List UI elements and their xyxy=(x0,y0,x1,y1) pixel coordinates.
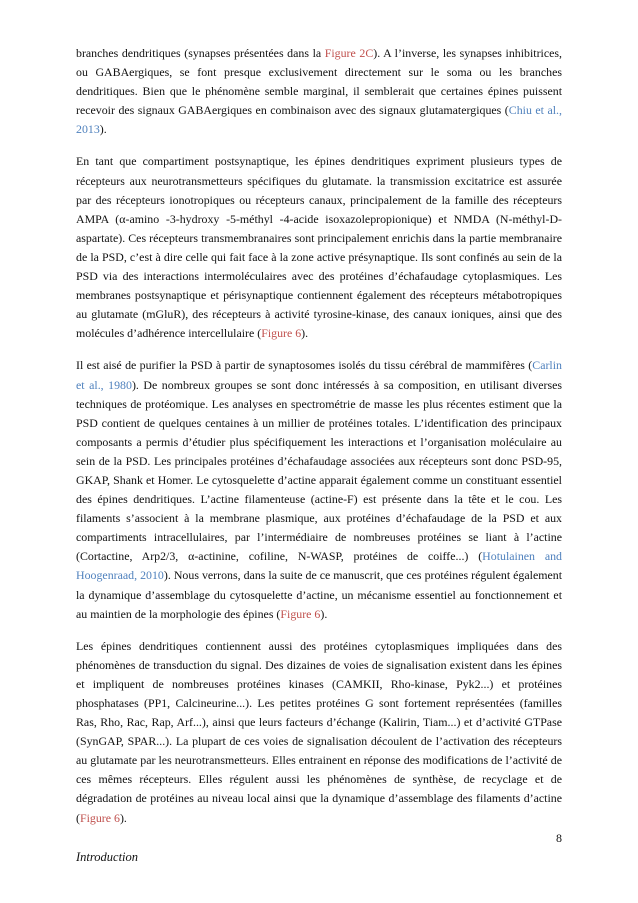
body-text xyxy=(76,44,562,841)
footer-section-title: Introduction xyxy=(76,850,139,864)
figure-reference-link[interactable]: Figure 6 xyxy=(280,606,321,621)
text-run: ). xyxy=(301,326,309,341)
page-number: 8 xyxy=(556,831,562,845)
figure-reference-link[interactable]: Figure 2C xyxy=(324,46,374,60)
citation-link[interactable]: Chiu et al., 2013 xyxy=(76,103,562,137)
text-run: ). De nombreux groupes se sont donc intéressés à sa composition, en utilisant diverses techniques de protéomique. Les analyses en spectrométrie de masse les plus récentes estiment que la PSD contient de quelques centaines à un millier de protéines totales. L’identification des principaux composants a permis d’étudier plus spécifiquement les interactions et l’organisation moléculaire au sein de la PSD. Les principales protéines d’échafaudage associées aux récepteurs sont donc PSD-95, GKAP, Shank et Homer. Le cytosquelette d’actine apparait également comme un constituant essentiel des épines dendritiques. L’actine filamenteuse (actine-F) est présente dans la tête et le cou. Les filaments s’associent à la membrane plasmique, aux protéines d’échafaudage de la PSD et aux compartiments intracellulaires, par l’intermédiaire de nombreuses protéines se liant à l’actine (Cortactine, Arp2/3, α-actinine, cofiline, N-WASP, protéines de coiffe...) ( xyxy=(76,377,562,564)
paragraph xyxy=(76,356,562,623)
text-run: ). xyxy=(320,606,328,621)
citation-link[interactable]: Hotulainen and Hoogenraad, 2010 xyxy=(76,549,562,583)
text-run: ). Nous verrons, dans la suite de ce manuscrit, que ces protéines régulent également la dynamique d’assemblage du cytosquelette d’actine, un mécanisme essentiel au fonctionnement et au maintien de la morphologie des épines ( xyxy=(76,568,562,621)
text-run: Il est aisé de purifier la PSD à partir de synaptosomes isolés du tissu cérébral de mammifères ( xyxy=(76,358,533,373)
citation-link[interactable]: Carlin et al., 1980 xyxy=(76,358,562,392)
text-run: En tant que compartiment postsynaptique, les épines dendritiques expriment plusieurs types de récepteurs aux neurotransmetteurs spécifiques du glutamate. la transmission excitatrice est assurée par des récepteurs ionotropiques ou récepteurs canaux, principalement de la famille des récepteurs AMPA (α-amino -3-hydroxy -5-méthyl -4-acide isoxazolepropionique) et NMDA (N-méthyl-D-aspartate). Ces récepteurs transmembranaires sont principalement enrichis dans la partie membranaire de la PSD, c’est à dire celle qui fait face à la zone active présynaptique. Ils sont confinés au sein de la PSD via des interactions intermoléculaires avec des protéines d’échafaudage cytoplasmiques. Les membranes postsynaptique et périsynaptique contiennent également des récepteurs métabotropiques au glutamate (mGluR), des récepteurs à activité tyrosine-kinase, des canaux ioniques, ainsi que des molécules d’adhérence intercellulaire ( xyxy=(76,154,562,341)
paragraph xyxy=(76,44,562,139)
text-run: branches dendritiques (synapses présentées dans la xyxy=(76,46,325,60)
paragraph xyxy=(76,637,562,828)
text-run: ). A l’inverse, les synapses inhibitrices, ou GABAergiques, se font presque exclusivement directement sur le soma ou les branches dendritiques. Bien que le phénomène semble marginal, il semblerait que certaines épines puissent recevoir des signaux GABAergiques en combinaison avec des signaux glutamatergiques ( xyxy=(76,46,562,118)
text-run: Les épines dendritiques contiennent aussi des protéines cytoplasmiques impliquées dans des phénomènes de transduction du signal. Des dizaines de voies de signalisation existent dans les épines et impliquent de nombreuses protéines kinases (CAMKII, Rho-kinase, Pyk2...) et protéines phosphatases (PP1, Calcineurine...). Les petites protéines G sont fortement représentées (familles Ras, Rho, Rac, Rap, Arf...), ainsi que leurs facteurs d’échange (Kalirin, Tiam...) et d’activité GTPase (SynGAP, SPAR...). La plupart de ces voies de signalisation découlent de l’activation des récepteurs au glutamate par les neurotransmetteurs. Elles entrainent en réponse des modifications de l’activité de ces mêmes récepteurs. Elles régulent aussi les phénomènes de synthèse, de recyclage et de dégradation de protéines au niveau local ainsi que la dynamique d’assemblage des filaments d’actine ( xyxy=(76,638,562,825)
text-run: ). xyxy=(99,122,107,137)
text-run: ). xyxy=(119,810,127,825)
figure-reference-link[interactable]: Figure 6 xyxy=(79,810,120,825)
figure-reference-link[interactable]: Figure 6 xyxy=(261,326,302,341)
paragraph xyxy=(76,152,562,343)
